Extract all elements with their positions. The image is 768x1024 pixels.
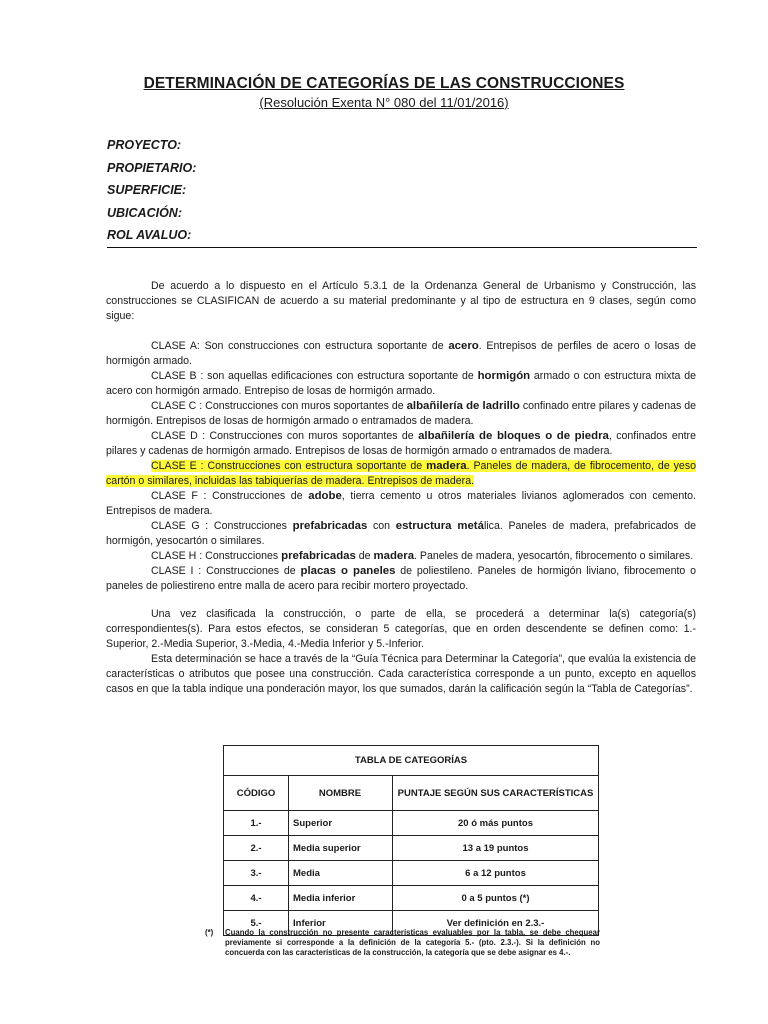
field-superficie: SUPERFICIE:: [107, 183, 187, 197]
guide-paragraph: Esta determinación se hace a través de la “Guía Técnica para Determinar la Categoría”, que evalúa la existencia de características o atributos que posee una construcción. Cada característica corresponde a un punto, excepto en aquellos casos en que la tabla indique una ponderación mayor, los que sumados, darán la calificación según la “Tabla de Categorías”.: [106, 653, 696, 695]
document-subtitle: (Resolución Exenta N° 080 del 11/01/2016): [259, 95, 509, 110]
field-ubicacion: UBICACIÓN:: [107, 205, 182, 220]
clase-g: CLASE G : Construcciones prefabricadas con estructura metálica. Paneles de madera, prefabricados de hormigón, yesocartón o similares.: [106, 520, 697, 547]
clase-d: CLASE D : Construcciones con muros soportantes de albañilería de bloques o de piedra, confinados entre pilares y cadenas de hormigón armado. Entrepisos de losas de hormigón armado o entramados de madera.: [106, 430, 696, 457]
cell-name: Inferior: [289, 911, 393, 936]
cell-name: Media inferior: [289, 886, 393, 911]
clase-c: CLASE C : Construcciones con muros soportantes de albañilería de ladrillo confinado entre pilares y cadenas de hormigón. Entrepisos de losas de hormigón armado o entramados de madera.: [106, 400, 697, 427]
clase-h: CLASE H : Construcciones prefabricadas de madera. Paneles de madera, yesocartón, fibrocemento o similares.: [151, 550, 694, 562]
categories-table: [223, 745, 599, 936]
cell-name: Media superior: [289, 836, 393, 861]
clase-f: CLASE F : Construcciones de adobe, tierra cemento u otros materiales livianos aglomerados con cemento. Entrepisos de madera.: [106, 490, 696, 517]
document-title: DETERMINACIÓN DE CATEGORÍAS DE LAS CONSTRUCCIONES: [143, 75, 625, 92]
table-header-row: [224, 776, 599, 811]
footnote-text: Cuando la construcción no presente características evaluables por la tabla, se debe chequear previamente si corresponde a la definición de la categoría 5.- (pto. 2.3.-). Si la definición no concuerda con las características de la construcción, la categoría que se debe asignar es 4.-.: [225, 928, 600, 957]
header-nombre: NOMBRE: [289, 776, 393, 811]
cell-points: 20 ó más puntos: [393, 811, 599, 836]
clase-b: CLASE B : son aquellas edificaciones con estructura soportante de hormigón armado o con estructura mixta de acero con hormigón armado. Entrepiso de losas de hormigón armado.: [106, 370, 697, 397]
categories-paragraph: Una vez clasificada la construcción, o parte de ella, se procederá a determinar la(s) categoría(s) correspondientes(s). Para estos efectos, se consideran 5 categorías, que en orden descendente se definen como: 1.-Superior, 2.-Media Superior, 3.-Media, 4.-Media Inferior y 5.-Inferior.: [106, 608, 696, 650]
header-puntaje: PUNTAJE SEGÚN SUS CARACTERÍSTICAS: [393, 776, 599, 811]
cell-points: 6 a 12 puntos: [393, 861, 599, 886]
field-rol-avaluo: ROL AVALUO:: [107, 224, 697, 248]
cell-points: Ver definición en 2.3.-: [393, 911, 599, 936]
cell-name: Superior: [289, 811, 393, 836]
project-fields: [107, 134, 697, 248]
cell-name: Media: [289, 861, 393, 886]
clase-e-highlighted: CLASE E : Construcciones con estructura soportante de madera. Paneles de madera, de fibrocemento, de yeso cartón o similares, incluidas las tabiquerías de madera. Entrepisos de madera.: [106, 460, 697, 487]
header-codigo: CÓDIGO: [224, 776, 289, 811]
categories-table-wrap: [223, 745, 599, 936]
footnote-mark: (*): [205, 928, 214, 937]
clase-i: CLASE I : Construcciones de placas o paneles de poliestileno. Paneles de hormigón liviano, fibrocemento o paneles de poliestireno entre malla de acero para recibir mortero proyectado.: [106, 565, 697, 592]
table-row: [224, 811, 599, 836]
cell-code: 4.-: [224, 886, 289, 911]
field-proyecto: PROYECTO:: [107, 138, 182, 152]
categories-section: [106, 607, 696, 697]
table-row: [224, 861, 599, 886]
cell-code: 3.-: [224, 861, 289, 886]
cell-code: 5.-: [224, 911, 289, 936]
field-propietario: PROPIETARIO:: [107, 160, 197, 175]
clase-a: CLASE A: Son construcciones con estructura soportante de acero. Entrepisos de perfiles de acero o losas de hormigón armado.: [106, 340, 697, 367]
cell-points: 13 a 19 puntos: [393, 836, 599, 861]
cell-points: 0 a 5 puntos (*): [393, 886, 599, 911]
table-footnote: [205, 928, 600, 958]
intro-paragraph: De acuerdo a lo dispuesto en el Artículo 5.3.1 de la Ordenanza General de Urbanismo y Construcción, las construcciones se CLASIFICAN de acuerdo a su material predominante y al tipo de estructura en 9 clases, según como sigue:: [106, 280, 696, 322]
classification-section: [106, 279, 696, 594]
cell-code: 2.-: [224, 836, 289, 861]
table-caption: TABLA DE CATEGORÍAS: [224, 746, 599, 776]
table-row: [224, 836, 599, 861]
table-row: [224, 886, 599, 911]
cell-code: 1.-: [224, 811, 289, 836]
